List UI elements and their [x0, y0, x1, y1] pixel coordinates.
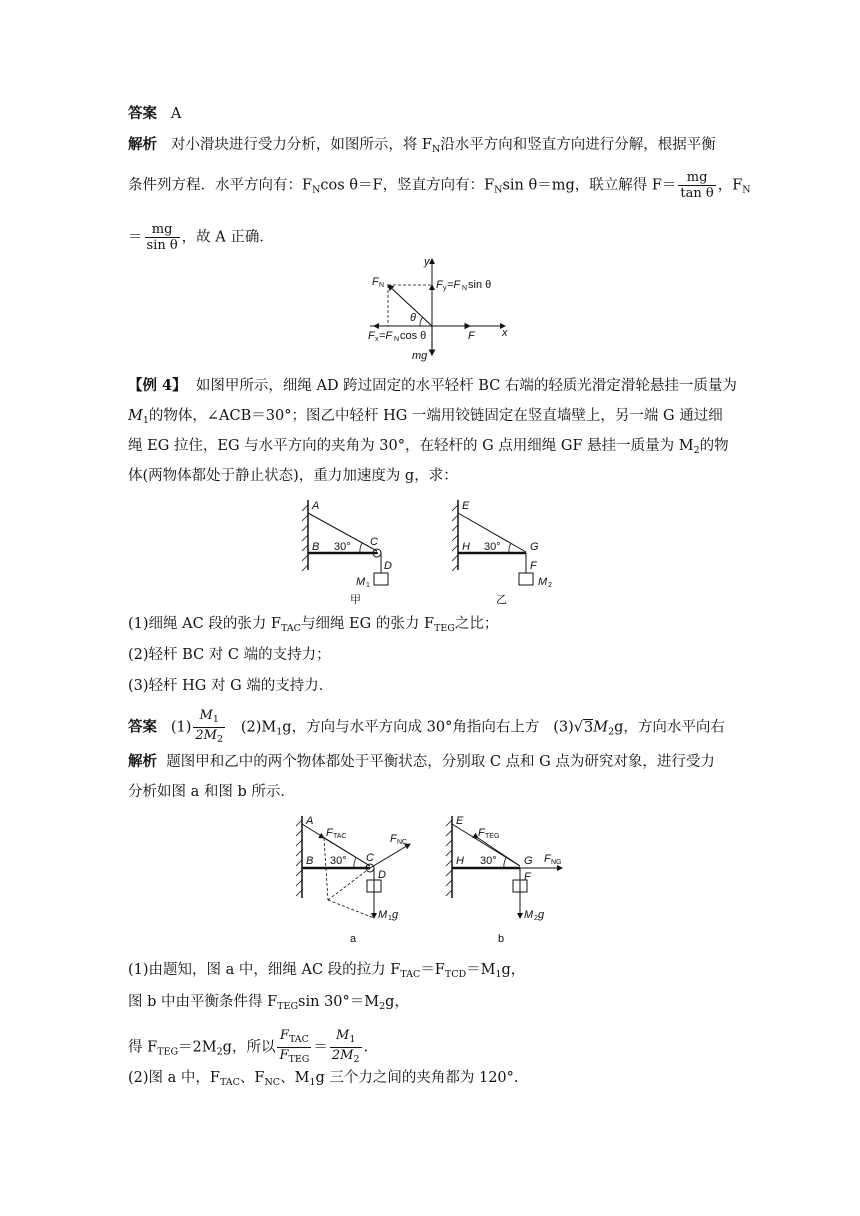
caption-b: b [498, 933, 505, 945]
answer-2: 答案 (1) $\frac{M_1}{2M_2}$ $(2)M_1g$，方向与水平方向成 30°角指向右上方 $(3)√3M_2g$，方向水平向右 [128, 708, 725, 745]
text: (1) [170, 719, 192, 736]
text: . [363, 1039, 369, 1056]
text: 与细绳 EG 的张力 F [300, 616, 435, 632]
point-c: C [366, 852, 374, 864]
den: tan θ [680, 186, 714, 201]
sub: 1 [495, 969, 502, 980]
num: mg [145, 222, 180, 238]
fng-label: F [544, 853, 551, 865]
sub: 2 [693, 445, 700, 456]
sub: TAC [333, 833, 347, 840]
f-label: F [468, 330, 475, 342]
text: 条件列方程．水平方向有：F [128, 177, 313, 194]
point-c: C [370, 536, 378, 548]
example-label: 【例 4】 [128, 377, 187, 394]
analysis-2-line-2 [128, 782, 295, 802]
text: (1)细绳 AC 段的张力 F [128, 616, 281, 632]
solution-line-2 [128, 992, 409, 1017]
text: ＝ [313, 1039, 328, 1056]
text: g，方向与水平方向成 30°角指向右上方 [282, 719, 540, 736]
text: (2)轻杆 BC 对 C 端的支持力； [128, 647, 331, 663]
sub: N [432, 144, 441, 155]
angle-label: 30° [330, 855, 347, 867]
sub: y [443, 285, 447, 292]
fy-label: F [436, 279, 443, 291]
text: 绳 EG 拉住，EG 与水平方向的夹角为 30°，在轻杆的 G 点用细绳 GF 悬挂一质量为 M [128, 438, 694, 454]
text: 图 b 中由平衡条件得 F [128, 994, 278, 1010]
force-decomposition-figure [360, 255, 520, 365]
point-g: G [530, 541, 539, 553]
text: g [392, 909, 399, 921]
text: =F [379, 330, 393, 342]
text: ，F [717, 177, 743, 194]
text: g，所以 [222, 1039, 276, 1056]
analysis-2-line-1 [128, 752, 715, 772]
text: 、M [280, 1070, 310, 1086]
caption-yi: 乙 [496, 594, 507, 606]
point-a: A [306, 815, 314, 827]
force-analysis-figure [290, 808, 580, 948]
point-h: H [462, 541, 470, 553]
mass-m1: M [356, 576, 366, 588]
point-b: B [312, 541, 320, 553]
text: 题图甲和乙中的两个物体都处于平衡状态，分别取 C 点和 G 点为研究对象，进行受力 [166, 754, 715, 770]
sub: 2 [216, 1046, 223, 1058]
example-4-line-4 [128, 466, 458, 486]
angle-label: 30° [484, 541, 501, 553]
answer-label: 答案 [128, 105, 157, 122]
sub: 1 [142, 415, 149, 426]
sub: NG [551, 859, 562, 866]
question-2 [128, 645, 331, 665]
sub: TEG [157, 1046, 179, 1058]
sub: NC [397, 839, 408, 846]
sub: 1 [388, 915, 392, 922]
sub: TEG [434, 623, 455, 634]
sub: 1 [212, 714, 219, 725]
example-4-figure [290, 495, 570, 615]
sub: 2 [216, 734, 224, 745]
text: 之比； [454, 616, 499, 632]
answer-value: A [170, 106, 182, 122]
text: 得 F [128, 1039, 158, 1056]
x-axis-label: x [502, 327, 508, 339]
text: M [128, 408, 143, 424]
fn-label: F [372, 276, 379, 288]
text: 对小滑块进行受力分析，如图所示，将 F [170, 137, 432, 153]
caption-jia: 甲 [350, 594, 361, 606]
example-4-line-2 [128, 406, 723, 431]
sub: 2 [534, 915, 538, 922]
num: mg [678, 170, 715, 186]
sub: 1 [349, 1034, 356, 1045]
point-f: F [524, 871, 531, 883]
text: M [593, 719, 609, 736]
text: ＝ [128, 229, 143, 246]
mass-m2: M [538, 576, 548, 588]
answer-label: 答案 [128, 718, 157, 736]
m1g-label: M [378, 909, 388, 921]
sub: 1 [309, 1077, 316, 1088]
sub: N [462, 285, 468, 292]
sub: N [312, 184, 321, 196]
den: 2M [195, 728, 217, 743]
sub: 2 [379, 1001, 386, 1012]
sub: 1 [366, 582, 370, 589]
sub: x [375, 336, 379, 343]
fraction [145, 222, 180, 253]
sub: NC [264, 1077, 281, 1088]
example-4-line-3 [128, 436, 729, 461]
sqrt: 3 [584, 719, 594, 736]
analysis-1-line-3 [128, 222, 274, 253]
fraction [330, 1028, 362, 1067]
ftac-label: F [326, 827, 333, 839]
text: sin θ [468, 279, 492, 291]
angle-label: 30° [334, 541, 351, 553]
sub: 1 [276, 726, 283, 738]
text: 分析如图 a 和图 b 所示． [128, 784, 295, 800]
text: sin 30°＝M [298, 994, 380, 1010]
point-e: E [456, 815, 464, 827]
fx-label: F [368, 330, 375, 342]
theta-label: θ [410, 312, 416, 324]
text: 如图甲所示，细绳 AD 跨过固定的水平轻杆 BC 右端的轻质光滑定滑轮悬挂一质量为 [195, 378, 737, 394]
text: g，方向水平向右 [614, 719, 725, 736]
example-4-line-1 [128, 376, 737, 396]
point-a: A [312, 500, 320, 512]
den: sin θ [146, 238, 178, 253]
sub: 2 [608, 726, 615, 738]
text: sin θ＝mg，联立解得 F＝ [502, 177, 677, 194]
sub: N [742, 184, 751, 196]
point-d: D [384, 560, 392, 572]
analysis-1-line-2 [128, 170, 751, 201]
text: (1)由题知，图 a 中，细绳 AC 段的拉力 F [128, 962, 401, 978]
analysis-1-line-1 [128, 135, 716, 160]
text: cos θ [400, 330, 427, 342]
num: F [279, 1028, 289, 1043]
sub: N [394, 336, 400, 343]
text: 的物体，∠ACB＝30°；图乙中轻杆 HG 一端用铰链固定在竖直墙壁上，另一端 G 通过细 [148, 408, 723, 424]
sub: TEG [288, 1054, 310, 1065]
fraction [678, 170, 715, 201]
caption-a: a [350, 933, 357, 945]
fteg-label: F [478, 827, 485, 839]
point-d: D [378, 869, 386, 881]
sub: N [379, 282, 385, 289]
sub: TAC [281, 623, 301, 634]
solution-line-4 [128, 1068, 519, 1093]
angle-label: 30° [480, 855, 497, 867]
m2g-label: M [524, 909, 534, 921]
point-b: B [306, 855, 314, 867]
sub: 2 [353, 1054, 360, 1065]
fnc-label: F [390, 833, 397, 845]
sub: N [494, 184, 503, 196]
analysis-label: 解析 [128, 753, 157, 770]
fraction [193, 708, 225, 747]
text: ＝2M [178, 1039, 217, 1056]
sub: TEG [277, 1001, 299, 1012]
text: g， [501, 962, 526, 978]
point-g: G [524, 855, 533, 867]
text: (3)轻杆 HG 对 G 端的支持力． [128, 678, 334, 694]
text: 体(两物体都处于静止状态)，重力加速度为 g，求： [128, 468, 458, 484]
y-axis-label: y [424, 256, 430, 268]
text: 的物 [699, 438, 729, 454]
point-e: E [462, 500, 470, 512]
den: 2M [331, 1048, 354, 1063]
answer-1 [128, 104, 181, 124]
analysis-label: 解析 [128, 136, 157, 153]
question-1 [128, 614, 498, 639]
point-f: F [530, 560, 537, 572]
question-3 [128, 676, 333, 696]
text: ，故 A 正确． [181, 229, 274, 246]
text: =F [447, 279, 461, 291]
num: M [199, 708, 213, 723]
text: g 三个力之间的夹角都为 120°. [315, 1070, 519, 1086]
text: (2)图 a 中，F [128, 1070, 220, 1086]
text: (3) [553, 719, 574, 736]
den: F [279, 1048, 289, 1063]
text: cos θ＝F，竖直方向有：F [320, 177, 495, 194]
text: g [538, 909, 545, 921]
sub: TAC [400, 969, 421, 980]
fraction [277, 1028, 311, 1067]
text: 、F [239, 1070, 265, 1086]
text: ＝M [466, 962, 496, 978]
sub: TAC [288, 1034, 309, 1045]
num: M [336, 1028, 350, 1043]
sub: 2 [548, 582, 552, 589]
sub: TAC [219, 1077, 240, 1088]
sub: TCD [444, 969, 467, 980]
text: (2)M [240, 719, 277, 736]
mg-label: mg [412, 350, 428, 362]
text: ＝F [420, 962, 445, 978]
sub: TEG [485, 833, 500, 840]
solution-line-1 [128, 960, 525, 985]
point-h: H [456, 855, 464, 867]
text: 沿水平方向和竖直方向进行分解，根据平衡 [440, 137, 716, 153]
solution-line-3 [128, 1028, 368, 1067]
text: g， [385, 994, 409, 1010]
